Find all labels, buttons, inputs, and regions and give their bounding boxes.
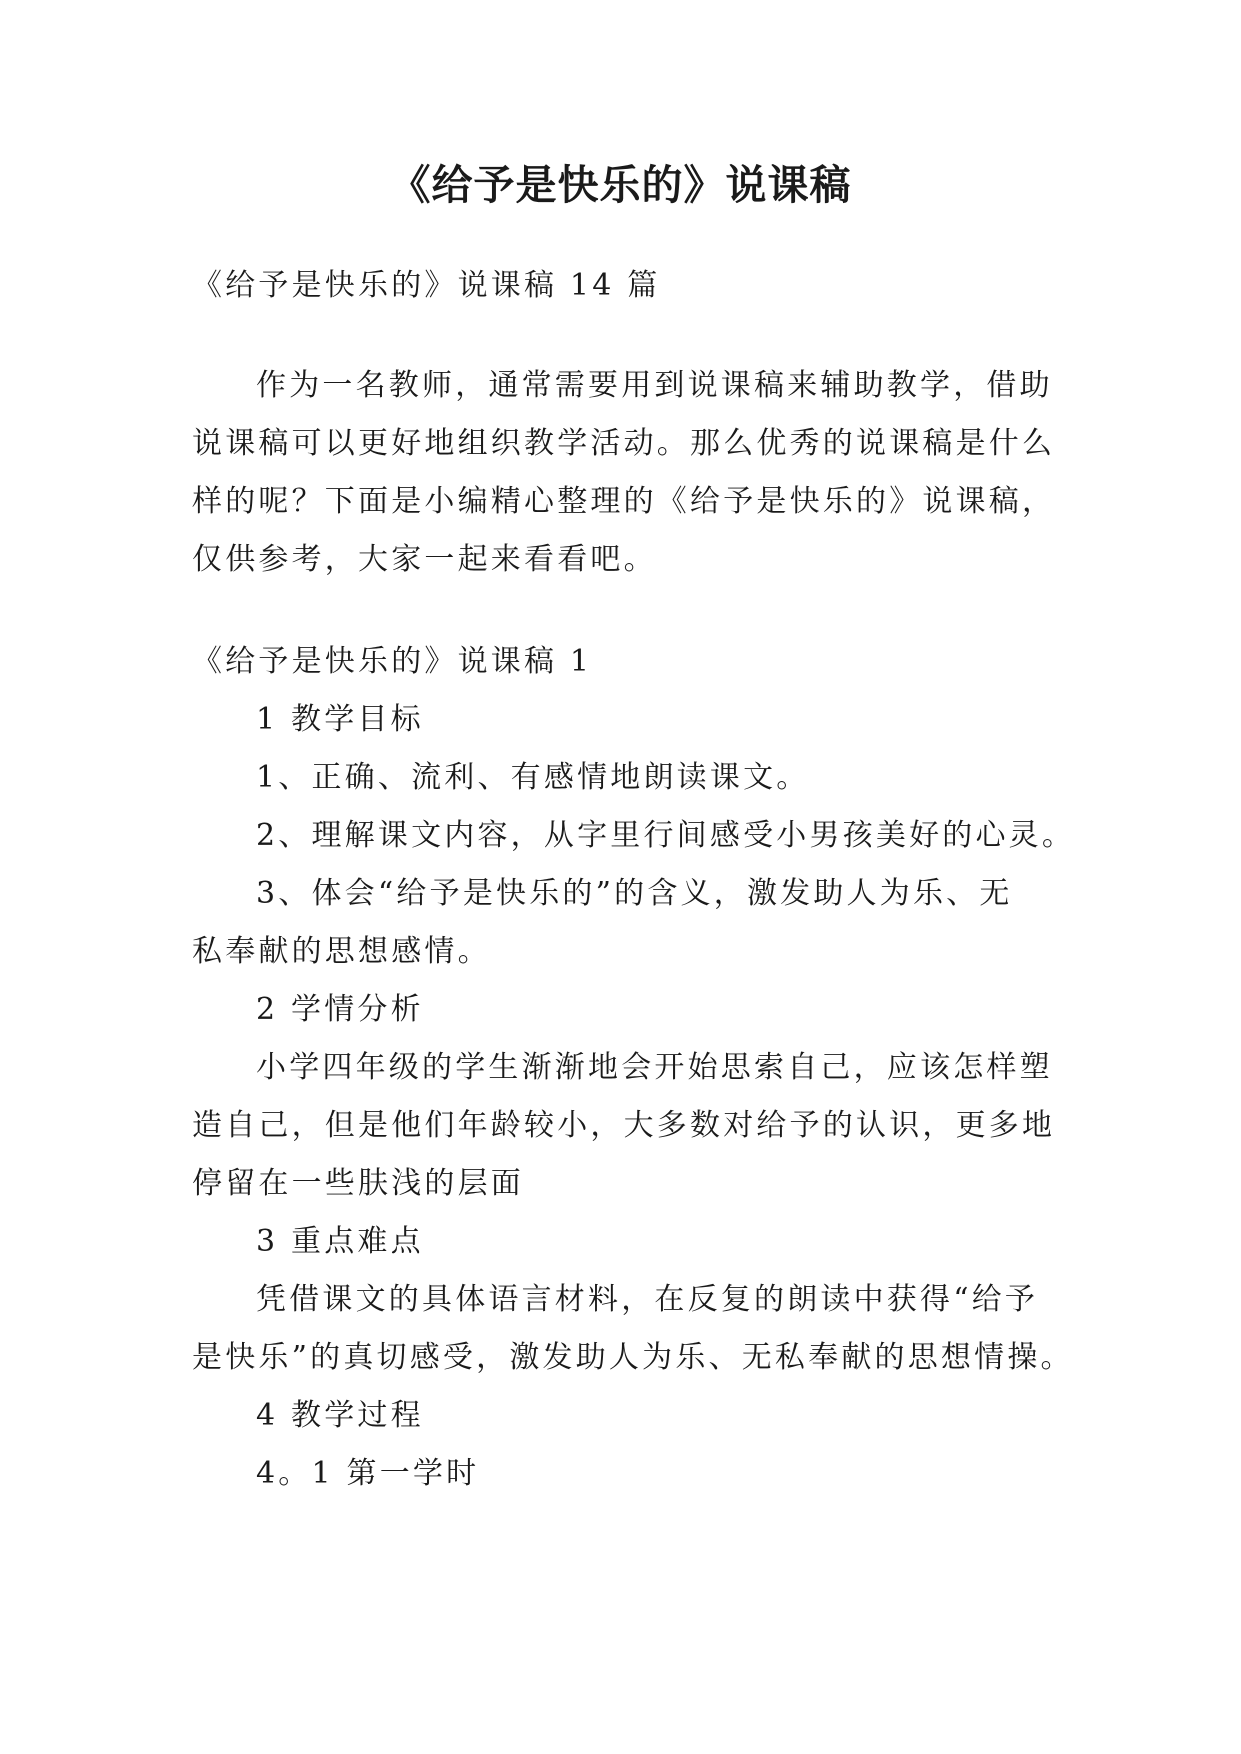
intro-line-1: 作为一名教师，通常需要用到说课稿来辅助教学，借助 xyxy=(256,368,1053,403)
document-title: 《给予是快乐的》说课稿 xyxy=(389,161,852,209)
key-points-line-1: 凭借课文的具体语言材料，在反复的朗读中获得“给予 xyxy=(256,1282,1039,1317)
document-subtitle: 《给予是快乐的》说课稿 14 篇 xyxy=(192,268,661,303)
analysis-line-2: 造自己，但是他们年龄较小，大多数对给予的认识，更多地 xyxy=(192,1108,1056,1143)
goal-item-1: 1、正确、流利、有感情地朗读课文。 xyxy=(256,760,810,795)
analysis-line-3: 停留在一些肤浅的层面 xyxy=(192,1166,524,1201)
heading-teaching-goals: 1 教学目标 xyxy=(256,702,424,737)
section-heading: 《给予是快乐的》说课稿 1 xyxy=(192,644,593,679)
heading-key-points: 3 重点难点 xyxy=(256,1224,424,1259)
analysis-line-1: 小学四年级的学生渐渐地会开始思索自己，应该怎样塑 xyxy=(256,1050,1053,1085)
intro-line-4: 仅供参考，大家一起来看看吧。 xyxy=(192,542,657,577)
intro-line-2: 说课稿可以更好地组织教学活动。那么优秀的说课稿是什么 xyxy=(192,426,1056,461)
heading-student-analysis: 2 学情分析 xyxy=(256,992,424,1027)
goal-item-3-line-2: 私奉献的思想感情。 xyxy=(192,934,491,969)
goal-item-3-line-1: 3、体会“给予是快乐的”的含义，激发助人为乐、无 xyxy=(256,876,1013,911)
heading-teaching-process: 4 教学过程 xyxy=(256,1398,424,1433)
intro-line-3: 样的呢？下面是小编精心整理的《给予是快乐的》说课稿， xyxy=(192,484,1056,519)
goal-item-2: 2、理解课文内容，从字里行间感受小男孩美好的心灵。 xyxy=(256,818,1076,853)
process-first-lesson: 4。1 第一学时 xyxy=(256,1456,480,1491)
key-points-line-2: 是快乐”的真切感受，激发助人为乐、无私奉献的思想情操。 xyxy=(192,1340,1074,1375)
